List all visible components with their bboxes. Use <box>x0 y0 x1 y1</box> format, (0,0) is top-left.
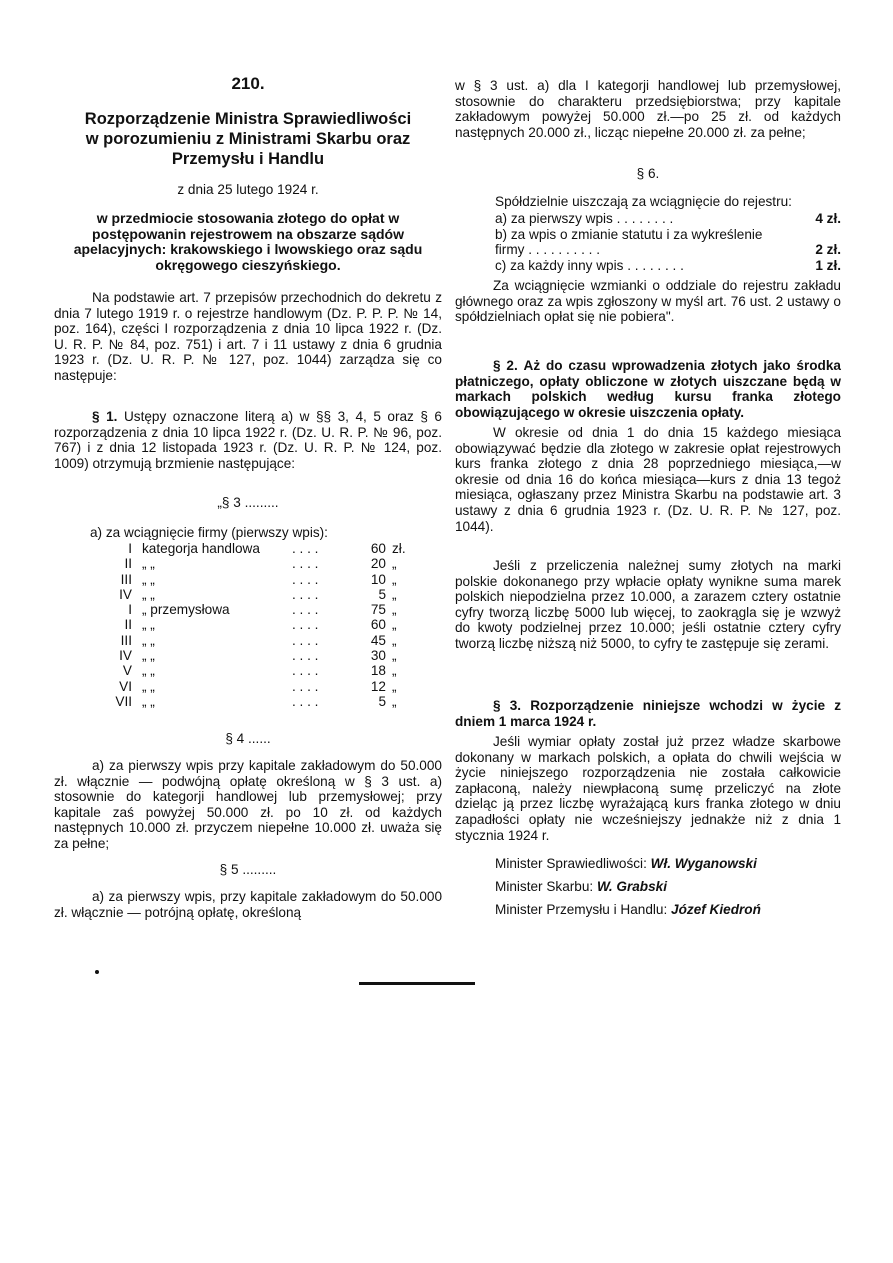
signature-name: W. Grabski <box>597 879 667 894</box>
signature-name: Wł. Wyganowski <box>650 856 757 871</box>
list-item-label: c) za każdy inny wpis . . . . . . . . <box>495 257 684 273</box>
regulation-title <box>54 109 442 169</box>
fee-dots-cell: . . . . <box>292 571 319 587</box>
signature-role: Minister Przemysłu i Handlu: <box>495 902 668 917</box>
section-6-note: Za wciągnięcie wzmianki o oddziale do rejestru zakładu głównego oraz za wpis zgłoszony w myśl art. 76 ust. 2 ustawy o spółdzielniach opłat się nie pobiera". <box>455 278 841 325</box>
fee-roman-cell: VII <box>115 693 132 709</box>
fee-roman-cell: I <box>128 602 132 618</box>
fee-desc-cell: „ „ <box>142 678 155 694</box>
list-item <box>495 258 841 274</box>
fee-amount-cell: 20 <box>370 556 386 572</box>
fee-amount-cell: 5 <box>378 586 386 602</box>
signature-role: Minister Skarbu: <box>495 879 594 894</box>
fee-unit-cell: „ <box>392 571 397 587</box>
section-3-heading: „§ 3 ......... <box>217 495 279 510</box>
signature-name: Józef Kiedroń <box>671 902 761 917</box>
list-item <box>495 211 841 227</box>
fee-unit-cell: „ <box>392 617 397 633</box>
list-item-amount: 1 zł. <box>815 257 841 273</box>
paragraph-2 <box>455 358 841 420</box>
list-item-amount: 4 zł. <box>815 211 841 226</box>
preamble: Na podstawie art. 7 przepisów przechodnich do dekretu z dnia 7 lutego 1919 r. o rejestrze handlowym (Dz. P. P. P. № 14, poz. 164), części I rozporządzenia z dnia 10 lipca 1922 r. (Dz. U. R. P. № 84, poz. 751) i art. 7 i 11 ustawy z dnia 6 grudnia 1923 r. (Dz. U. R. P. № 127, poz. 1044) zarządza się co następuje: <box>54 290 442 383</box>
fee-desc-cell: „ „ <box>142 663 155 679</box>
cooperative-fee-list <box>495 211 841 273</box>
fee-amount-cell: 60 <box>370 617 386 633</box>
section-5-heading: § 5 ......... <box>219 862 277 877</box>
signature-role: Minister Sprawiedliwości: <box>495 856 647 871</box>
fee-amount-cell: 12 <box>370 678 386 694</box>
table-row <box>92 587 422 602</box>
fee-amount-cell: 18 <box>370 663 386 679</box>
table-row <box>92 648 422 663</box>
regulation-date: z dnia 25 lutego 1924 r. <box>177 182 319 197</box>
paragraph-2-p2: W okresie od dnia 1 do dnia 15 każdego miesiąca obowiązywać będzie dla złotego w zakresie opłat rejestrowych kurs franka złotego z dnia 28 poprzedniego miesiąca,—w okresie od dnia 16 do końca miesiąca—kurs z dnia 13 tegoż miesiąca, ogłaszany przez Ministra Skarbu na podstawie art. 3 ustawy z dnia 6 grudnia 1923 r. (Dz. U. R. P. № 127, poz. 1044). <box>455 425 841 534</box>
list-item-amount: 2 zł. <box>815 242 841 258</box>
paragraph-1-text: Ustępy oznaczone literą a) w §§ 3, 4, 5 oraz § 6 rozporządzenia z dnia 10 lipca 1922 r. (Dz. U. R. P. № 96, poz. 767) i z dnia 12 listopada 1923 r. (Dz. U. R. P. № 124, poz. 1009) otrzymują brzmienie następujące: <box>54 409 442 471</box>
section-3-intro: a) za wciągnięcie firmy (pierwszy wpis): <box>90 525 328 540</box>
signature-line <box>495 898 841 921</box>
section-5-continued: w § 3 ust. a) dla I kategorji handlowej lub przemysłowej, stosownie do charakteru przedsiębiorstwa; przy kapitale zakładowym powyżej 50.000 zł.—po 25 zł. od każdych następnych 20.000 zł., licząc niepełne 20.000 zł. za pełne; <box>455 78 841 140</box>
signature-line <box>495 852 841 875</box>
list-item <box>495 227 841 258</box>
fee-desc-cell: „ „ <box>142 693 155 709</box>
fee-dots-cell: . . . . <box>292 602 319 618</box>
fee-table <box>92 541 422 709</box>
fee-amount-cell: 60 <box>370 541 386 556</box>
table-row <box>92 633 422 648</box>
fee-roman-cell: VI <box>119 678 132 694</box>
table-row <box>92 617 422 632</box>
fee-roman-cell: III <box>120 632 132 648</box>
paragraph-3 <box>455 698 841 729</box>
fee-dots-cell: . . . . <box>292 617 319 633</box>
fee-unit-cell: „ <box>392 693 397 709</box>
signatures <box>495 852 841 921</box>
fee-dots-cell: . . . . <box>292 648 319 664</box>
title-line: Rozporządzenie Ministra Sprawiedliwości <box>84 110 412 128</box>
section-4-heading: § 4 ...... <box>225 731 271 746</box>
fee-dots-cell: . . . . <box>292 663 319 679</box>
fee-unit-cell: „ <box>392 632 397 648</box>
fee-roman-cell: IV <box>119 648 132 664</box>
paragraph-2-p3: Jeśli z przeliczenia należnej sumy złotych na marki polskie dokonanego przy wpłacie opłaty wynikne suma marek polskich niepodzielna przez 10.000, a zarazem cztery ostatnie cyfry tworzą liczbę 5000 lub więcej, to zaokrągla się je wzwyż do kwoty podzielnej przez 10.000; jeśli ostatnie cztery cyfry tworzą liczbę niższą niż 5000, to cyfry te zastępuje się zerami. <box>455 558 841 651</box>
paragraph-1-label: § 1. <box>92 409 118 424</box>
fee-desc-cell: kategorja handlowa <box>142 541 260 556</box>
fee-desc-cell: „ „ <box>142 556 155 572</box>
paragraph-2-text: Aż do czasu wprowadzenia złotych jako środka płatniczego, opłaty obliczone w złotych uiszczane będą w markach polskich według kursu franka złotego obowiązującego w okresie uiszczenia opłaty. <box>455 358 841 420</box>
fee-dots-cell: . . . . <box>292 632 319 648</box>
fee-roman-cell: IV <box>119 586 132 602</box>
signature-line <box>495 875 841 898</box>
section-5-text: a) za pierwszy wpis, przy kapitale zakładowym do 50.000 zł. włącznie — potrójną opłatę, określoną <box>54 889 442 920</box>
fee-unit-cell: zł. <box>392 541 406 556</box>
fee-unit-cell: „ <box>392 586 397 602</box>
fee-dots-cell: . . . . <box>292 556 319 572</box>
paragraph-3-label: § 3. <box>493 698 522 713</box>
fee-desc-cell: „ „ <box>142 571 155 587</box>
end-rule <box>359 982 475 985</box>
regulation-subject: w przedmiocie stosowania złotego do opłat w postępowanin rejestrowem na obszarze sądów apelacyjnych: krakowskiego i lwowskiego oraz sądu okręgowego cieszyńskiego. <box>73 210 423 273</box>
print-speck <box>95 970 99 974</box>
table-row <box>92 556 422 571</box>
fee-roman-cell: II <box>124 556 132 572</box>
fee-unit-cell: „ <box>392 648 397 664</box>
fee-amount-cell: 5 <box>378 693 386 709</box>
paragraph-1 <box>54 409 442 471</box>
fee-amount-cell: 75 <box>370 602 386 618</box>
fee-desc-cell: „ „ <box>142 617 155 633</box>
table-row <box>92 679 422 694</box>
table-row <box>92 541 422 556</box>
table-row <box>92 663 422 678</box>
fee-unit-cell: „ <box>392 602 397 618</box>
fee-desc-cell: „ „ <box>142 632 155 648</box>
paragraph-3-p2: Jeśli wymiar opłaty został już przez władze skarbowe dokonany w markach polskich, a opłata do chwili wejścia w życie niniejszego rozporządzenia nie została całkowicie zapłaconą, należy niewpłaconą sumę przeliczyć na złote dzieląc ją przez liczbę wyrażającą kurs franka złotego w dniu zapadłości opłaty nie wcześniejszy jednakże niż z dnia 1 stycznia 1924 r. <box>455 734 841 843</box>
page-number: 210. <box>231 74 265 93</box>
fee-roman-cell: I <box>128 541 132 556</box>
fee-unit-cell: „ <box>392 556 397 572</box>
fee-desc-cell: „ „ <box>142 648 155 664</box>
fee-roman-cell: III <box>120 571 132 587</box>
table-row <box>92 694 422 709</box>
title-line: Przemysłu i Handlu <box>171 150 325 168</box>
table-row <box>92 602 422 617</box>
paragraph-2-label: § 2. <box>493 358 518 373</box>
list-item-label: b) za wpis o zmianie statutu i za wykreślenie firmy . . . . . . . . . . <box>495 226 763 258</box>
fee-dots-cell: . . . . <box>292 678 319 694</box>
fee-dots-cell: . . . . <box>292 586 319 602</box>
fee-dots-cell: . . . . <box>292 541 319 556</box>
title-line: w porozumieniu z Ministrami Skarbu oraz <box>85 130 411 148</box>
fee-amount-cell: 10 <box>370 571 386 587</box>
fee-desc-cell: „ przemysłowa <box>142 602 230 618</box>
section-6-heading: § 6. <box>636 166 660 181</box>
table-row <box>92 572 422 587</box>
section-6-intro: Spółdzielnie uiszczają za wciągnięcie do rejestru: <box>495 194 792 209</box>
fee-roman-cell: V <box>122 663 132 679</box>
list-item-label: a) za pierwszy wpis . . . . . . . . <box>495 211 674 226</box>
fee-desc-cell: „ „ <box>142 586 155 602</box>
fee-roman-cell: II <box>124 617 132 633</box>
fee-dots-cell: . . . . <box>292 693 319 709</box>
section-4-text: a) za pierwszy wpis przy kapitale zakładowym do 50.000 zł. włącznie — podwójną opłatę określoną w § 3 ust. a) stosownie do kategorji handlowej lub przemysłowej; przy kapitale zaś powyżej 50.000 zł. po 10 zł. od każdych następnych 10.000 zł. przyczem niepełne 10.000 zł. uważa się za pełne; <box>54 758 442 851</box>
fee-unit-cell: „ <box>392 678 397 694</box>
fee-unit-cell: „ <box>392 663 397 679</box>
paragraph-3-text: Rozporządzenie niniejsze wchodzi w życie z dniem 1 marca 1924 r. <box>455 698 841 729</box>
fee-amount-cell: 45 <box>370 632 386 648</box>
fee-amount-cell: 30 <box>370 648 386 664</box>
